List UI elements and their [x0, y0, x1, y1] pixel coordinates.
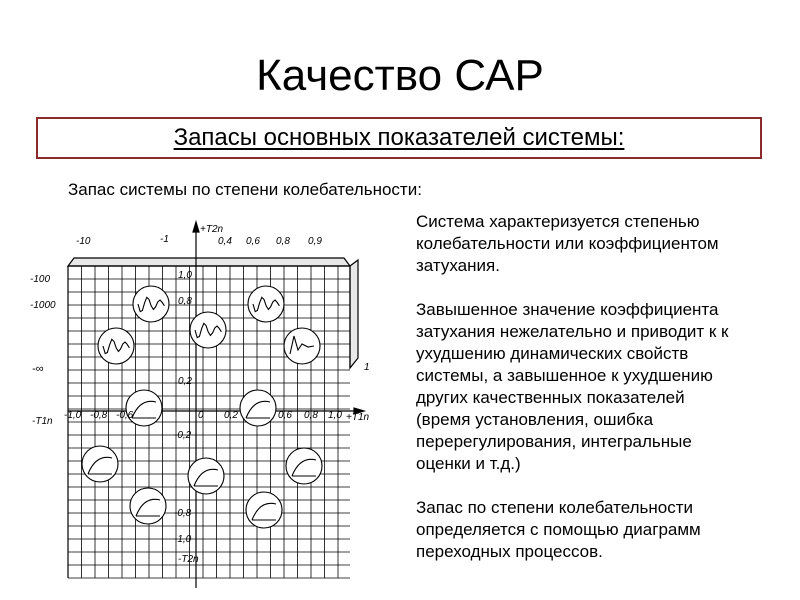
subtitle-box: [36, 117, 762, 159]
response-circle: [286, 448, 322, 484]
label-y-02: 0,2: [178, 376, 192, 387]
label-top-minus10: -10: [76, 236, 91, 247]
label-x-06: 0,6: [278, 410, 292, 421]
label-right-one: 1: [364, 362, 370, 373]
label-x-zero: 0: [198, 410, 204, 421]
label-top-04: 0,4: [218, 236, 232, 247]
response-circle: [190, 312, 226, 348]
response-circle: [130, 488, 166, 524]
label-x-10: 1,0: [328, 410, 342, 421]
label-y-minus02: -0,2: [174, 430, 192, 441]
response-circle: [246, 492, 282, 528]
label-y-10: 1,0: [178, 270, 192, 281]
section-label: Запас системы по степени колебательности:: [68, 180, 422, 199]
response-circle: [188, 458, 224, 494]
label-x-plus-t1n: +T1n: [346, 412, 370, 423]
subtitle-text: Запасы основных показателей системы:: [173, 124, 625, 151]
response-circle: [248, 286, 284, 322]
label-x-08: 0,8: [304, 410, 318, 421]
paragraph-margin: Запас по степени колебательности определяется с помощью диаграмм переходных процессов.: [416, 498, 701, 561]
diagram-response-circles: [82, 286, 322, 528]
label-left-minus-infinity: -∞: [32, 363, 44, 375]
label-top-minus1: -1: [160, 234, 169, 245]
label-left-minus1000: -1000: [30, 300, 56, 311]
body-text: [416, 211, 796, 563]
diagram-axes: [68, 222, 364, 588]
label-x-02: 0,2: [224, 410, 238, 421]
transient-process-diagram: [28, 218, 388, 596]
slide-title: Качество САР: [256, 51, 544, 100]
response-circle: [82, 446, 118, 482]
label-y-minus08: -0,8: [174, 508, 192, 519]
label-x-minus-06: -0,6: [116, 410, 134, 421]
label-top-09: 0,9: [308, 236, 322, 247]
response-circle: [98, 328, 134, 364]
label-y-minus10: -1,0: [174, 534, 192, 545]
response-circle: [284, 328, 320, 364]
label-top-08: 0,8: [276, 236, 290, 247]
response-circle: [133, 286, 169, 322]
label-y-08: 0,8: [178, 296, 192, 307]
label-x-minus-t1n: -T1n: [32, 416, 53, 427]
response-circle: [240, 390, 276, 426]
label-x-minus-10: -1,0: [64, 410, 82, 421]
label-x-minus-08: -0,8: [90, 410, 108, 421]
label-left-minus100: -100: [30, 274, 51, 285]
paragraph-damping: Завышенное значение коэффициента затухания нежелательно и приводит к к ухудшению динамических свойств системы, а завышенное к ухудшению других качественных показателей (время установления, ошибка перерегулирования, интегральные оценки и т.д.): [416, 300, 729, 473]
label-top-t2n: +T2n: [200, 224, 224, 235]
label-y-minus-t2n: -T2n: [178, 554, 199, 565]
paragraph-description: Система характеризуется степенью колебательности или коэффициентом затухания.: [416, 212, 719, 275]
label-top-06: 0,6: [246, 236, 260, 247]
